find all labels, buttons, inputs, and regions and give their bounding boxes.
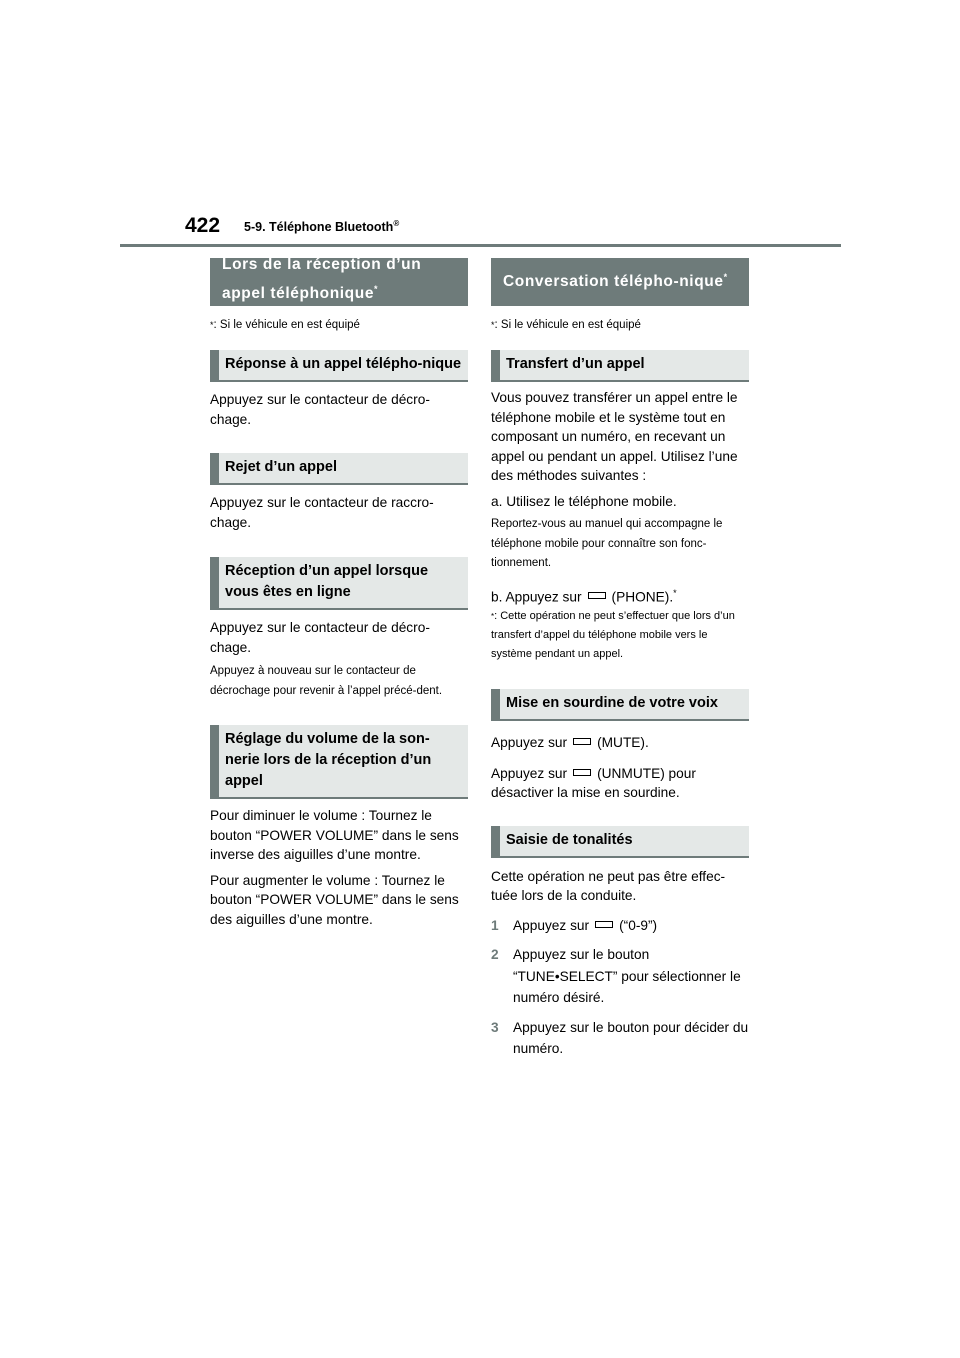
step-text [513, 915, 657, 937]
main-heading-reception [210, 258, 468, 306]
step-1-suffix: (“0-9”) [619, 917, 658, 933]
unmute-suffix: (UNMUTE) pour désactiver la mise en sourdine. [491, 765, 696, 801]
answer-call-text: Appuyez sur le contacteur de décro-chage. [210, 392, 430, 427]
button-icon [595, 921, 613, 928]
step-text: Appuyez sur le bouton “TUNE•SELECT” pour sélectionner le numéro désiré. [513, 947, 741, 1006]
reject-call-text: Appuyez sur le contacteur de raccro-chage. [210, 495, 434, 530]
footnote [491, 318, 749, 333]
footnote [210, 318, 468, 333]
transfer-option-b [491, 584, 749, 607]
transfer-note-star: * [491, 611, 495, 621]
subheading-answer-call: Réponse à un appel télépho-nique [210, 350, 468, 382]
step-text: Appuyez sur le bouton pour décider du numéro. [513, 1019, 749, 1057]
step-number: 3 [491, 1019, 499, 1035]
transfer-option-a-note: Reportez-vous au manuel qui accompagne le téléphone mobile pour connaître son fonc-tionnement. [491, 518, 723, 569]
tones-step-3 [491, 1017, 749, 1060]
main-heading-text: Conversation télépho-nique [503, 273, 724, 291]
subheading-ringer-volume: Réglage du volume de la son-nerie lors de la réception d’un appel [210, 725, 468, 799]
subheading-tones: Saisie de tonalités [491, 826, 749, 858]
subheading-call-waiting: Réception d’un appel lorsque vous êtes en ligne [210, 557, 468, 610]
step-1-prefix: Appuyez sur [513, 917, 590, 933]
main-heading-star: * [723, 271, 728, 282]
footnote-star: * [491, 320, 495, 330]
left-column [210, 258, 468, 929]
transfer-text: Vous pouvez transférer un appel entre le téléphone mobile et le système tout en composant un numéro, en recevant un appel ou pendant un appel. Utilisez l’une des méthodes suivantes : [491, 390, 738, 483]
option-b-star: * [673, 587, 677, 598]
subheading-reject-call: Rejet d’un appel [210, 453, 468, 485]
tones-step-1 [491, 915, 749, 937]
option-b-prefix: b. Appuyez sur [491, 589, 582, 605]
main-heading-star: * [374, 284, 379, 295]
section-title-text: 5-9. Téléphone Bluetooth [244, 220, 394, 235]
transfer-note [491, 607, 749, 665]
step-number: 1 [491, 917, 499, 933]
page-number: 422 [185, 214, 221, 237]
tones-step-2 [491, 944, 749, 1009]
subheading-transfer-call: Transfert d’un appel [491, 350, 749, 382]
right-column [491, 258, 749, 1060]
footnote-text: : Si le véhicule en est équipé [494, 319, 641, 331]
main-heading-text: Lors de la réception d’un appel téléphonique [222, 256, 422, 303]
section-title [244, 219, 399, 234]
footnote-text: : Si le véhicule en est équipé [213, 319, 360, 331]
mute-suffix: (MUTE). [597, 735, 649, 751]
button-icon [573, 769, 591, 776]
mute-prefix: Appuyez sur [491, 735, 568, 751]
tones-intro: Cette opération ne peut pas être effec-tuée lors de la conduite. [491, 868, 726, 904]
volume-increase-text: Pour augmenter le volume : Tournez le bouton “POWER VOLUME” dans le sens des aiguilles d’une montre. [210, 872, 459, 927]
mute-text [491, 733, 749, 753]
button-icon [573, 738, 591, 745]
main-heading-conversation [491, 258, 749, 306]
transfer-note-text: : Cette opération ne peut s’effectuer que lors d’un transfert d’appel du téléphone mobile vers le système pendant un appel. [491, 609, 735, 660]
call-waiting-note: Appuyez à nouveau sur le contacteur de décrochage pour revenir à l’appel précé-dent. [210, 665, 443, 697]
button-icon [588, 592, 606, 599]
registered-mark: ® [393, 219, 400, 228]
transfer-option-a: a. Utilisez le téléphone mobile. [491, 493, 677, 509]
unmute-text [491, 764, 749, 803]
option-b-suffix: (PHONE). [611, 589, 674, 605]
subheading-mute: Mise en sourdine de votre voix [491, 689, 749, 721]
call-waiting-text: Appuyez sur le contacteur de décro-chage. [210, 620, 430, 655]
unmute-prefix: Appuyez sur [491, 765, 568, 781]
step-number: 2 [491, 947, 499, 963]
footnote-star: * [210, 320, 214, 330]
volume-decrease-text: Pour diminuer le volume : Tournez le bouton “POWER VOLUME” dans le sens inverse des aiguilles d’une montre. [210, 808, 459, 862]
header-rule [120, 244, 841, 247]
